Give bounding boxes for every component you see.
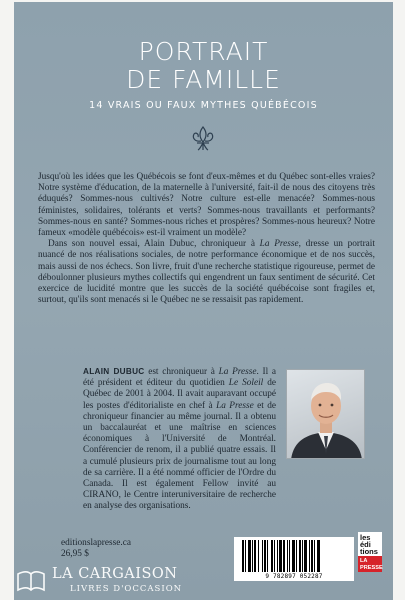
barcode-bars bbox=[242, 540, 346, 572]
barcode-bar bbox=[311, 540, 313, 572]
barcode-bar bbox=[309, 540, 310, 572]
publisher-logo bbox=[358, 532, 382, 572]
barcode-bar bbox=[304, 540, 307, 572]
author-portrait-illustration bbox=[287, 370, 365, 459]
barcode-bar bbox=[252, 540, 253, 572]
barcode-bar bbox=[271, 540, 273, 572]
book-stack-icon bbox=[16, 568, 46, 594]
barcode-bar bbox=[267, 540, 268, 572]
publisher-logo-bottom: LA PRESSE bbox=[360, 558, 383, 571]
book-back-cover bbox=[14, 2, 393, 600]
barcode-bar bbox=[277, 540, 278, 572]
store-watermark bbox=[16, 566, 236, 596]
publisher-logo-top: les édi tions bbox=[358, 532, 382, 556]
barcode-bar bbox=[258, 540, 259, 572]
author-photo bbox=[286, 369, 365, 459]
barcode-bar bbox=[302, 540, 303, 572]
barcode-bar bbox=[242, 540, 244, 572]
barcode-bar bbox=[292, 540, 295, 572]
book-description bbox=[14, 172, 393, 306]
isbn-digits: 9 782897 052287 bbox=[265, 573, 323, 580]
barcode-bar bbox=[283, 540, 285, 572]
store-name: LA CARGAISON bbox=[52, 566, 178, 582]
barcode-bar bbox=[287, 540, 288, 572]
store-tagline: LIVRES D'OCCASION bbox=[70, 584, 183, 594]
barcode-bar bbox=[274, 540, 275, 572]
isbn-barcode bbox=[234, 537, 354, 581]
barcode-bar bbox=[279, 540, 282, 572]
author-bio: ALAIN DUBUC est chroniqueur à La Presse. Il a été président et éditeur du quotidien Le Soleil de Québec de 2001 à 2004. Il avait auparavant occupé les postes d'éditorialiste en chef à La Presse et de chroniqueur financier au même journal. Il a obtenu un baccalauréat et une maîtrise en sciences économiques à l'Université de Montréal. Conférencier de renom, il a publié quatre essais. Il a cumulé plusieurs prix de journalisme tout au long de sa carrière. Il a été nommé officier de l'Ordre du Canada. Il est également Fellow invité au CIRANO, le Centre interuniversitaire de recherche en analyse des organisations. bbox=[83, 367, 277, 512]
barcode-bar bbox=[296, 540, 297, 572]
barcode-bar bbox=[264, 540, 266, 572]
fleur-de-lis-icon bbox=[189, 125, 217, 153]
barcode-bar bbox=[254, 540, 256, 572]
barcode-bar bbox=[248, 540, 251, 572]
barcode-bar bbox=[314, 540, 315, 572]
book-title-line1: PORTRAIT bbox=[138, 37, 269, 66]
book-price: 26,95 $ bbox=[61, 549, 89, 559]
barcode-bar bbox=[299, 540, 301, 572]
author-name: ALAIN DUBUC bbox=[83, 367, 145, 376]
description-paragraph-2: Dans son nouvel essai, Alain Dubuc, chroniqueur à La Presse, dresse un portrait nuancé de nos réalisations sociales, de notre performance économique et de nos succès, mais aussi de nos échecs. Son livre, fruit d'une recherche statistique rigoureuse, permet de déboulonner plusieurs mythes collectifs qui engendrent un faux sentiment de sécurité. Cet exercice de lucidité montre que les succès de la société québécoise sont fragiles et, surtout, qu'ils sont menacés si le Québec ne se ressaisit pas rapidement. bbox=[38, 239, 375, 306]
publisher-website: editionslapresse.ca bbox=[61, 538, 131, 548]
barcode-bar bbox=[262, 540, 263, 572]
barcode-bar bbox=[245, 540, 246, 572]
barcode-bar bbox=[289, 540, 290, 572]
book-title-line2: DE FAMILLE bbox=[126, 65, 281, 94]
book-subtitle: 14 VRAIS OU FAUX MYTHES QUÉBÉCOIS bbox=[89, 100, 318, 111]
barcode-bar bbox=[317, 540, 320, 572]
description-paragraph-1: Jusqu'où les idées que les Québécois se font d'eux-mêmes et du Québec sont-elles vraies? Notre système d'éducation, de la maternelle à l'université, fait-il de nous des citoyens très éduqués? Sommes-nous cultivés? Notre culture est-elle menacée? Sommes-nous féministes, solidaires, tolérants et verts? Sommes-nous travaillants et performants? Sommes-nous en santé? Sommes-nous riches et prospères? Sommes-nous heureux? Notre fameux «modèle québécois» est-il vraiment un modèle? bbox=[38, 172, 375, 239]
